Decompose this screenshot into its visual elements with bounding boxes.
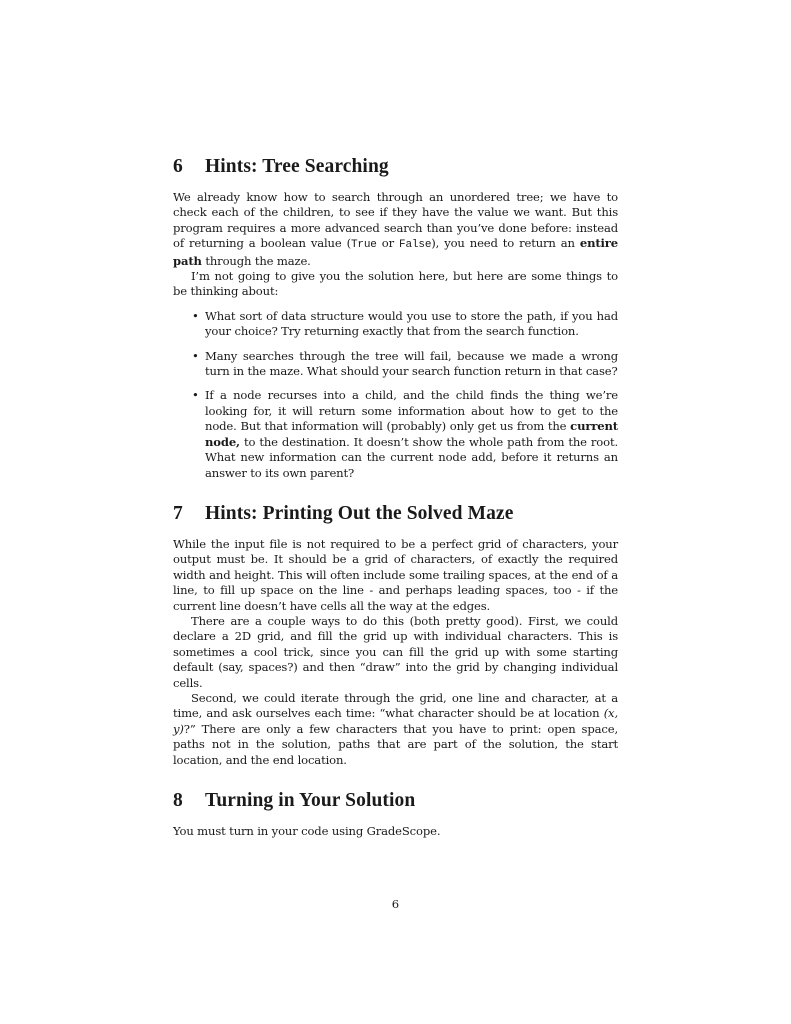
section-heading xyxy=(173,502,618,526)
list-item-text: What sort of data structure would you use to store the path, if you had your choice? Try returning exactly that from the search function. xyxy=(205,308,618,339)
section-title: Turning in Your Solution xyxy=(205,790,416,811)
text-run: We already know how to search through an unordered tree; we have to check each of the children, to see if they have the value we want. But this program requires a more advanced search than you’ve done before: instead of returning a boolean value ( xyxy=(173,190,618,251)
section-7 xyxy=(173,502,618,768)
section-title: Hints: Printing Out the Solved Maze xyxy=(205,502,514,524)
section-heading xyxy=(173,789,618,813)
hint-list xyxy=(173,309,618,481)
list-item-text: If a node recurses into a child, and the child finds the thing we’re looking for, it will return some information about how to get to the node. But that information will (probably) only get us from the xyxy=(205,388,618,434)
paragraph xyxy=(173,190,618,269)
section-heading xyxy=(173,155,618,179)
text-run: Second, we could iterate through the grid, one line and character, at a time, and ask ourselves each time: “what character should be at location xyxy=(173,690,618,721)
paragraph xyxy=(173,691,618,768)
text-run: ), you need to return an xyxy=(431,236,580,251)
document-body xyxy=(173,155,618,839)
bold-text: entire path xyxy=(173,236,618,268)
section-number: 6 xyxy=(173,156,183,177)
list-item-text: Many searches through the tree will fail, because we made a wrong turn in the maze. What should your search function return in that case? xyxy=(205,348,618,379)
bullet-icon: • xyxy=(192,388,199,403)
math-expression: (x, y) xyxy=(173,706,618,736)
list-item-text: to the destination. It doesn’t show the whole path from the root. What new information can the current node add, before it returns an answer to its own parent? xyxy=(205,434,618,480)
inline-code: True xyxy=(350,239,377,252)
paragraph: There are a couple ways to do this (both pretty good). First, we could declare a 2D grid, and fill the grid up with individual characters. This is sometimes a cool trick, since you can fill the grid up with some starting default (say, spaces?) and then “draw” into the grid by changing individual cells. xyxy=(173,613,618,690)
paragraph: You must turn in your code using GradeScope. xyxy=(173,824,441,838)
list-item xyxy=(192,308,618,340)
paragraph: I’m not going to give you the solution here, but here are some things to be thinking about: xyxy=(173,269,618,299)
text-run: or xyxy=(376,236,400,251)
text-run: through the maze. xyxy=(201,253,311,268)
bullet-icon: • xyxy=(192,308,199,323)
inline-code: False xyxy=(399,239,432,252)
section-8 xyxy=(173,789,618,839)
bold-text: current node, xyxy=(205,419,618,449)
text-run: ?” There are only a few characters that you have to print: open space, paths not in the solution, paths that are part of the solution, the start location, and the end location. xyxy=(173,721,618,767)
section-number: 8 xyxy=(173,790,183,811)
section-number: 7 xyxy=(173,502,183,524)
bullet-icon: • xyxy=(192,348,199,363)
section-6 xyxy=(173,155,618,481)
page-number: 6 xyxy=(391,897,400,911)
section-title: Hints: Tree Searching xyxy=(205,156,389,177)
list-item xyxy=(192,348,618,380)
list-item xyxy=(192,388,618,480)
paragraph: While the input file is not required to be a perfect grid of characters, your output must be. It should be a grid of characters, of exactly the required width and height. This will often include some trailing spaces, at the end of a line, to fill up space on the line - and perhaps leading spaces, too - if the current line doesn’t have cells all the way at the edges. xyxy=(173,536,618,613)
